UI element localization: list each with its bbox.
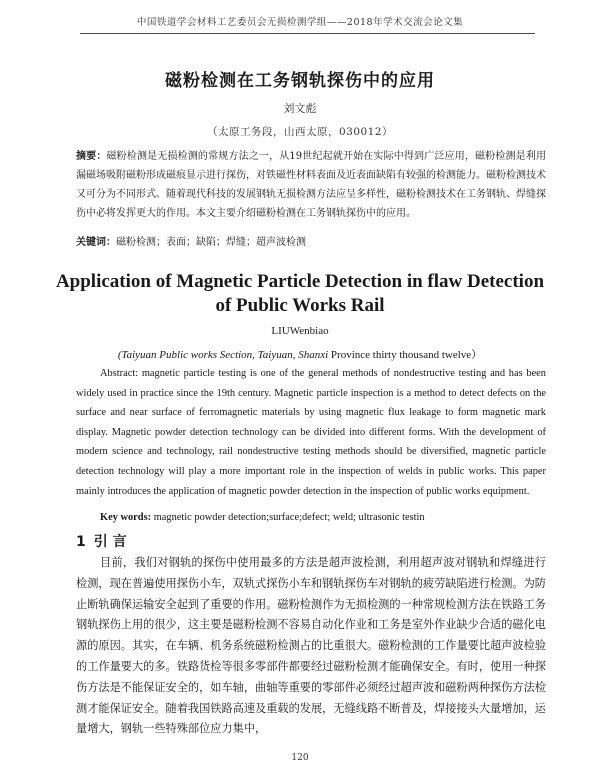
english-title	[0, 270, 600, 318]
english-title-line1: Application of Magnetic Particle Detection in flaw Detection	[55, 271, 545, 292]
english-affiliation-plain: Province thirty thousand twelve）	[328, 349, 483, 361]
english-abstract-text: magnetic particle testing is one of the general methods of nondestructive testing and has been widely used in practice since the 19th century. Magnetic particle inspection is a method to detect defects on the surface and near surface of ferromagnetic materials by using magnetic flux leakage to form magnetic mark display. Magnetic powder detection technology can be divided into different forms. With the development of modern science and technology, rail nondestructive testing methods should be diversified, magnetic particle detection technology will play a more important role in the inspection of welds in public works. This paper mainly introduces the application of magnetic powder detection in the inspection of public works equipment.	[76, 368, 546, 497]
english-keywords	[76, 512, 546, 523]
english-author: LIUWenbiao	[271, 325, 329, 337]
chinese-abstract-text: 磁粉检测是无损检测的常规方法之一，从19世纪起就开始在实际中得到广泛应用，磁粉检测是利用漏磁场吸附磁粉形成磁痕显示进行探伤，对铁磁性材料表面及近表面缺陷有较强的检测能力。磁粉检测技术又可分为不同形式。随着现代科技的发展钢轨无损检测方法应呈多样性，磁粉检测技术在工务钢轨、焊缝探伤中必将发挥更大的作用。本文主要介绍磁粉检测在工务钢轨探伤中的应用。	[76, 151, 546, 219]
english-affiliation-italic: (Taiyuan Public works Section, Taiyuan, Shanxi	[117, 349, 329, 361]
section-title: 引 言	[93, 534, 127, 550]
chinese-abstract-label: 摘要：	[76, 151, 107, 162]
section-heading	[76, 531, 135, 551]
chinese-keywords-text: 磁粉检测；表面；缺陷；焊缝；超声波检测	[116, 237, 306, 248]
english-abstract-label: Abstract:	[100, 368, 139, 379]
english-keywords-text: magnetic powder detection;surface;defect; weld; ultrasonic testin	[151, 512, 425, 523]
english-title-line2: of Public Works Rail	[215, 295, 385, 316]
english-keywords-label: Key words:	[100, 512, 152, 523]
running-header: 中国铁道学会材料工艺委员会无损检测学组——2018年学术交流会论文集	[136, 17, 464, 28]
chinese-author: 刘文彪	[283, 102, 317, 115]
english-abstract	[76, 364, 546, 501]
chinese-keywords-label: 关键词：	[76, 237, 116, 248]
chinese-keywords	[76, 233, 546, 248]
page-number: 120	[291, 753, 309, 763]
body-paragraph: 目前，我们对钢轨的探伤中使用最多的方法是超声波检测，利用超声波对钢轨和焊缝进行检测，现在普遍使用探伤小车，双轨式探伤小车和钢轨探伤车对钢轨的疲劳缺陷进行检测。为防止断轨确保运输安全起到了重要的作用。磁粉检测作为无损检测的一种常规检测方法在铁路工务钢轨探伤上用的很少，这主要是磁粉检测不容易自动化作业和工务是室外作业缺少合适的磁化电源的原因。其实，在车辆、机务系统磁粉检测占的比重很大。磁粉检测的工作量要比超声波检验的工作量要大的多。铁路货检等很多零部件都要经过磁粉检测才能确保安全。有时，使用一种探伤方法是不能保证安全的，如车轴，曲轴等重要的零部件必须经过超声波和磁粉两种探伤方法检测才能保证安全。随着我国铁路高速及重载的发展，无缝线路不断普及，焊接接头大量增加，运量增大，钢轨一些特殊部位应力集中，	[76, 556, 546, 736]
chinese-title: 磁粉检测在工务钢轨探伤中的应用	[165, 71, 435, 91]
chinese-abstract	[76, 147, 546, 223]
header-divider	[80, 33, 535, 34]
section-number: 1	[76, 534, 86, 550]
chinese-affiliation: （太原工务段，山西太原，030012）	[206, 126, 394, 138]
english-affiliation	[0, 346, 600, 362]
